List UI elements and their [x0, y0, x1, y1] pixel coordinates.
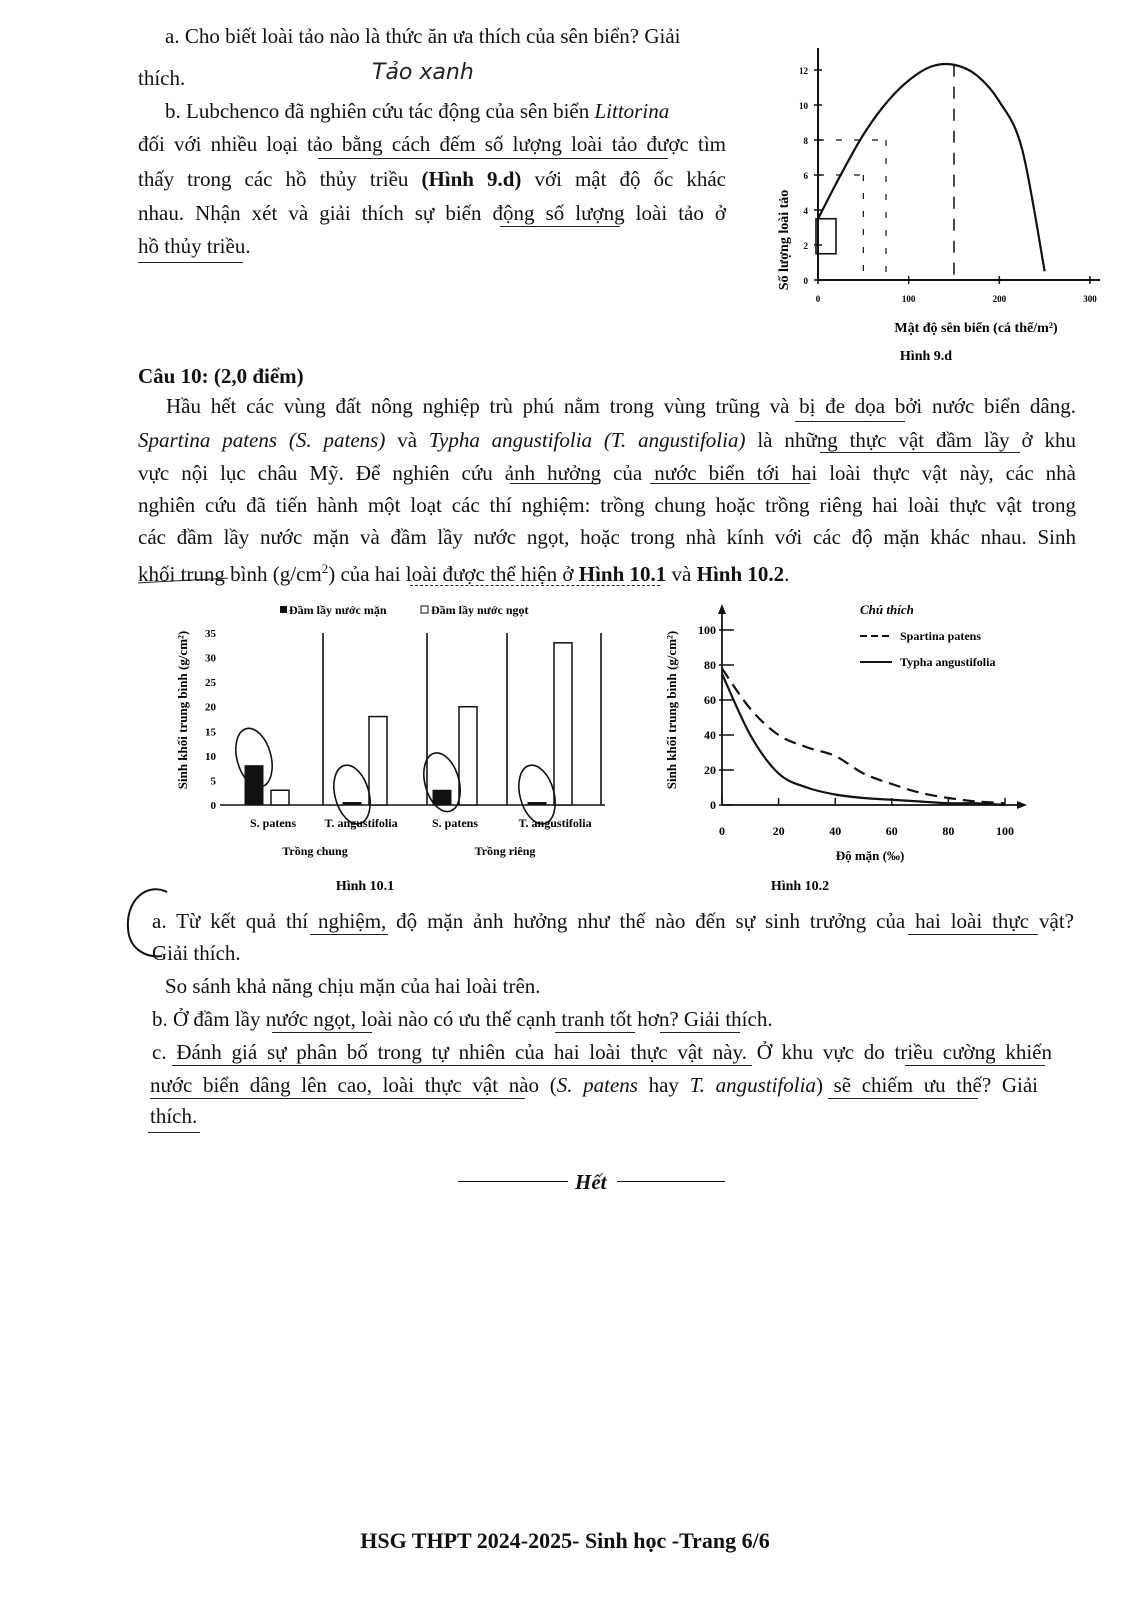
fig9d-axes — [818, 48, 1100, 280]
pen-underline — [650, 483, 810, 484]
fig102-ylabel: Sinh khối trung bình (g/cm²) — [664, 630, 679, 790]
fig9d-x-tick-label: 0 — [815, 294, 821, 304]
q9-a-line2: thích. — [138, 66, 186, 90]
pen-underline — [272, 1032, 372, 1033]
q9-b-line4: nhau. Nhận xét và giải thích sự biến động số lượng loài tảo ở — [138, 201, 726, 225]
pen-underline — [510, 483, 600, 484]
fig102-x-tick-label: 0 — [719, 824, 725, 838]
pen-underline — [820, 452, 1020, 453]
fig102-x-tick-label: 100 — [996, 824, 1014, 838]
figure-10-1 — [165, 595, 615, 895]
bar-saltwater — [343, 803, 361, 805]
fig9d-ylabel: Số lượng loài tảo — [777, 189, 792, 291]
fig9d-guides — [816, 65, 954, 280]
q10-a-line3: So sánh khả năng chịu mặn của hai loài trên. — [165, 974, 541, 998]
legend-swatch-salt — [280, 606, 287, 613]
fig101-y-tick-label: 35 — [205, 628, 216, 640]
fig9d-y-tick-label: 4 — [803, 206, 808, 216]
pen-underline — [500, 226, 620, 227]
pen-underline — [660, 1032, 740, 1033]
pen-underline — [555, 1032, 635, 1033]
pen-underline — [905, 1065, 1045, 1066]
fig102-y-tick-label: 60 — [704, 693, 716, 707]
fig102-caption: Hình 10.2 — [770, 879, 830, 894]
fig9d-caption: Hình 9.d — [899, 349, 953, 364]
fig101-y-tick-label: 10 — [205, 750, 216, 763]
fig101-cat4: T. angustifolia — [518, 816, 592, 830]
fig101-y-tick-label: 25 — [205, 677, 216, 690]
fig101-group1: Trồng chung — [282, 844, 348, 858]
fig101-y-tick-label: 20 — [205, 701, 216, 714]
bar-freshwater — [271, 790, 289, 805]
q10-c-line3: thích. — [150, 1104, 198, 1128]
legend-fresh: Đầm lầy nước ngọt — [431, 603, 529, 617]
q9-a-line1: a. Cho biết loài tảo nào là thức ăn ưa thích của sên biển? Giải — [165, 24, 681, 48]
fig9d-y-tick-label: 10 — [799, 101, 808, 111]
fig9d-curve — [818, 64, 1045, 271]
fig102-y-tick-label: 20 — [704, 763, 716, 777]
q10-c-line2: nước biển dâng lên cao, loài thực vật nào (S. patens hay T. angustifolia) sẽ chiếm ưu thế? Giải — [150, 1073, 1039, 1097]
q10-p-line6: khối trung bình $(g/cm^2)$ của hai loài được thể hiện ở Hình 10.1 và Hình 10.2. — [138, 561, 790, 586]
pen-underline — [148, 1132, 200, 1133]
fig102-y-tick-label: 100 — [698, 623, 716, 637]
fig101-cat3: S. patens — [431, 816, 479, 830]
q10-p-line5: các đầm lầy nước mặn và đầm lầy nước ngọt, hoặc trong nhà kính với các độ mặn khác nhau. Sinh — [138, 525, 1076, 549]
fig9d-y-tick-label: 6 — [803, 171, 808, 181]
fig101-group2: Trồng riêng — [474, 844, 536, 858]
fig101-y-tick-label: 5 — [210, 775, 216, 788]
end-mark: Hết — [575, 1170, 607, 1194]
pen-underline — [138, 262, 243, 263]
pen-underline — [908, 934, 1038, 935]
q10-p-line1: Hầu hết các vùng đất nông nghiệp trù phú nằm trong vùng trũng và bị đe dọa bởi nước biển dâng. — [166, 394, 1076, 418]
fig9d-y-tick-label: 12 — [799, 66, 808, 76]
fig9d-ticks — [799, 66, 1097, 304]
fig9d-y-tick-label: 2 — [803, 241, 808, 251]
fig102-x-tick-label: 80 — [942, 824, 955, 838]
pen-underline — [310, 934, 388, 935]
q10-a-line2: Giải thích. — [152, 941, 241, 965]
bar-saltwater — [528, 803, 546, 805]
fig101-y-tick-label: 30 — [205, 652, 216, 665]
fig9d-x-tick-label: 300 — [1083, 294, 1097, 304]
fig101-bars — [230, 643, 572, 828]
series-typha-angustifolia — [722, 674, 1005, 805]
bar-saltwater — [433, 790, 451, 805]
figure-10-2 — [660, 595, 1080, 895]
fig102-xlabel: Độ mặn (‰) — [835, 848, 905, 863]
page-footer: HSG THPT 2024-2025- Sinh học -Trang 6/6 — [360, 1528, 770, 1553]
fig9d-y-tick-label: 8 — [803, 136, 808, 146]
fig101-caption: Hình 10.1 — [335, 879, 395, 894]
fig102-x-arrow — [1017, 801, 1027, 809]
pen-underline — [410, 585, 660, 586]
handwritten-answer: Tảo xanh — [372, 60, 474, 85]
q10-p-line4: nghiên cứu đã tiến hành một loạt các thí nghiệm: trồng chung hoặc trồng riêng hai loài thực vật trong — [138, 493, 1076, 517]
pen-underline — [795, 421, 905, 422]
q10-b-line: b. Ở đầm lầy nước ngọt, loài nào có ưu thế cạnh tranh tốt hơn? Giải thích. — [152, 1007, 773, 1031]
pen-underline — [828, 1098, 978, 1099]
legend-swatch-fresh — [421, 606, 428, 613]
fig9d-xlabel: Mật độ sên biển (cá thể/m²) — [894, 321, 1058, 336]
pen-underline — [150, 1098, 525, 1099]
fig101-y-tick-label: 15 — [205, 726, 216, 739]
q10-c-line1: c. Đánh giá sự phân bố trong tự nhiên của hai loài thực vật này. Ở khu vực do triều cường khiến — [152, 1040, 1052, 1064]
end-rule-left — [458, 1181, 568, 1182]
q9-b-line3: thấy trong các hồ thủy triều (Hình 9.d) với mật độ ốc khác — [138, 167, 726, 191]
fig102-legend-solid: Typha angustifolia — [900, 655, 996, 669]
fig102-legend-dash: Spartina patens — [900, 629, 982, 643]
fig101-y-tick-label: 0 — [210, 800, 216, 812]
fig9d-x-tick-label: 100 — [901, 294, 916, 304]
fig102-legend-title: Chú thích — [860, 602, 914, 617]
fig102-x-tick-label: 20 — [772, 824, 785, 838]
fig102-y-tick-label: 40 — [704, 728, 716, 742]
end-rule-right — [617, 1181, 725, 1182]
fig102-x-tick-label: 40 — [829, 824, 842, 838]
q9-b-line1: b. Lubchenco đã nghiên cứu tác động của sên biển Littorina — [165, 99, 670, 123]
fig9d-x-tick-label: 200 — [992, 294, 1007, 304]
q9-b-line2: đối với nhiều loại tảo bằng cách đếm số lượng loài tảo được tìm — [138, 132, 726, 156]
pen-underline — [318, 158, 668, 159]
q9-b-line5: hồ thủy triều. — [138, 234, 251, 258]
figure-9d — [760, 40, 1110, 380]
q10-a-line1: a. Từ kết quả thí nghiệm, độ mặn ảnh hưởng như thế nào đến sự sinh trưởng của hai loài thực vật? — [152, 909, 1074, 933]
q10-p-line3: vực nội lục châu Mỹ. Để nghiên cứu ảnh hưởng của nước biển tới hai loài thực vật này, các nhà — [138, 461, 1076, 485]
fig102-y-arrow — [718, 604, 726, 614]
fig101-cat2: T. angustifolia — [324, 816, 398, 830]
fig101-ylabel: Sinh khối trung bình (g/cm²) — [175, 630, 190, 790]
fig102-x-tick-label: 60 — [885, 824, 898, 838]
legend-salt: Đầm lầy nước mặn — [289, 603, 387, 617]
pen-underline — [172, 1065, 752, 1066]
fig101-cat1: S. patens — [249, 816, 297, 830]
fig102-y-tick-label: 0 — [710, 798, 716, 812]
series-spartina-patens — [722, 669, 1005, 804]
q10-heading: Câu 10: (2,0 điểm) — [138, 364, 304, 388]
bar-freshwater — [369, 717, 387, 805]
bar-freshwater — [459, 707, 477, 805]
q10-p-line2: Spartina patens (S. patens) và Typha angustifolia (T. angustifolia) là những thực vật đầm lầy ở khu — [138, 428, 1076, 452]
bar-freshwater — [554, 643, 572, 805]
fig9d-y-tick-label: 0 — [803, 276, 808, 286]
fig102-y-tick-label: 80 — [704, 658, 716, 672]
